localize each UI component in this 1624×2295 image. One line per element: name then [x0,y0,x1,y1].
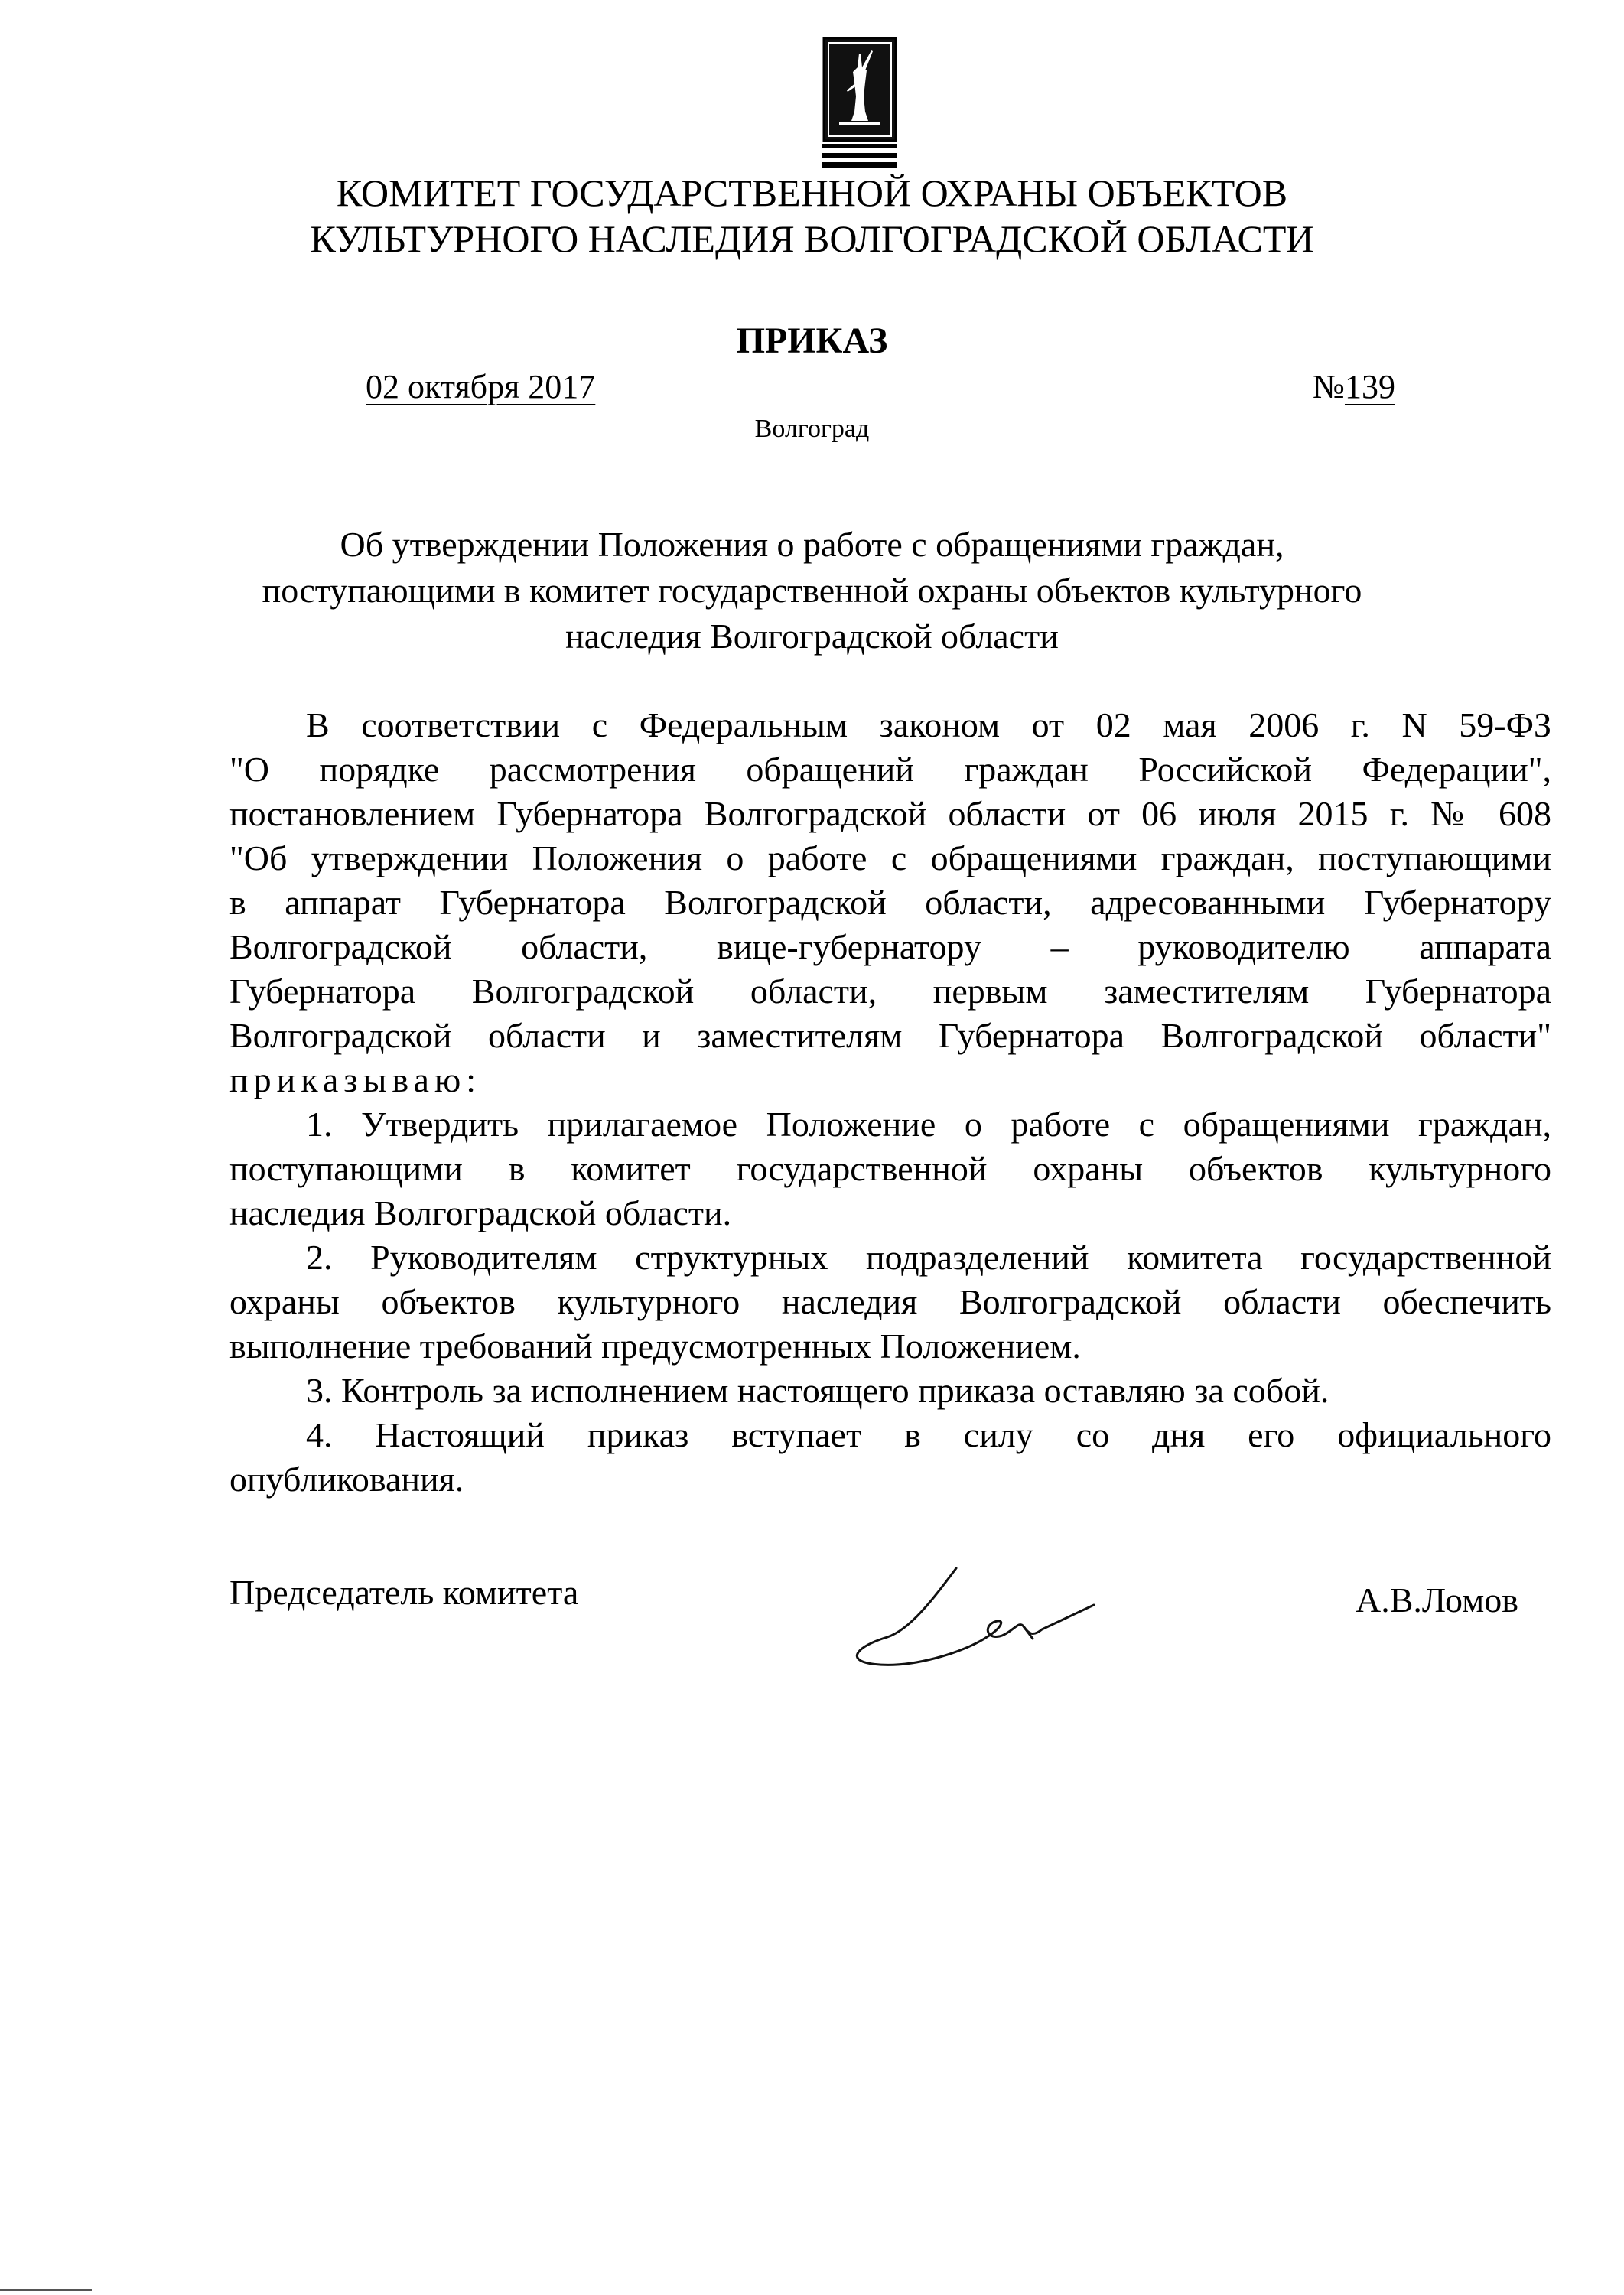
item2-line: 2. Руководителям структурных подразделений комитета государственной [306,1238,1551,1277]
document-title-line1: Об утверждении Положения о работе с обращениями граждан, [340,525,1284,564]
scan-artifact [0,2289,92,2291]
coat-of-arms-emblem [822,37,897,174]
signatory-name: А.В.Ломов [1356,1580,1518,1620]
number-prefix: № [1313,368,1345,405]
signature-icon [841,1545,1147,1675]
item3-line: 3. Контроль за исполнением настоящего приказа оставляю за собой. [306,1371,1329,1410]
preamble-line: В соответствии с Федеральным законом от 02 мая 2006 г. N 59-ФЗ [306,705,1551,744]
document-date: 02 октября 2017 [366,368,596,405]
item2-line: охраны объектов культурного наследия Волгоградской области обеспечить [229,1282,1551,1321]
signatory-position: Председатель комитета [229,1573,579,1612]
item1-line: поступающими в комитет государственной охраны объектов культурного [229,1149,1551,1188]
document-title-line2: поступающими в комитет государственной охраны объектов культурного [262,571,1362,610]
item1-line: наследия Волгоградской области. [229,1193,732,1232]
item2-line: выполнение требований предусмотренных Положением. [229,1327,1081,1366]
preamble-line: Волгоградской области и заместителям Губернатора Волгоградской области" [229,1016,1551,1055]
document-city: Волгоград [754,415,870,443]
order-word: приказываю: [229,1060,482,1099]
preamble-line: "О порядке рассмотрения обращений граждан Российской Федерации", [229,750,1551,789]
handwritten-signature [841,1545,1147,1675]
organization-name-line1: КОМИТЕТ ГОСУДАРСТВЕННОЙ ОХРАНЫ ОБЪЕКТОВ [336,171,1288,214]
number-value: 139 [1344,368,1395,405]
document-type-heading: ПРИКАЗ [736,321,888,361]
preamble-line: постановлением Губернатора Волгоградской области от 06 июля 2015 г. № 608 [229,794,1551,833]
preamble-line: в аппарат Губернатора Волгоградской области, адресованными Губернатору [229,883,1551,922]
preamble-line: Губернатора Волгоградской области, первым заместителям Губернатора [229,972,1551,1011]
document-number [1313,367,1395,407]
item4-line: опубликования. [229,1460,464,1499]
item1-line: 1. Утвердить прилагаемое Положение о работе с обращениями граждан, [306,1105,1551,1144]
coat-of-arms-icon [822,37,897,174]
item4-line: 4. Настоящий приказ вступает в силу со дня его официального [306,1415,1551,1454]
document-title-line3: наследия Волгоградской области [565,617,1059,656]
preamble-line: Волгоградской области, вице-губернатору – руководителю аппарата [229,927,1551,966]
organization-name-line2: КУЛЬТУРНОГО НАСЛЕДИЯ ВОЛГОГРАДСКОЙ ОБЛАСТИ [310,217,1314,260]
preamble-line: "Об утверждении Положения о работе с обращениями граждан, поступающими [229,838,1551,877]
